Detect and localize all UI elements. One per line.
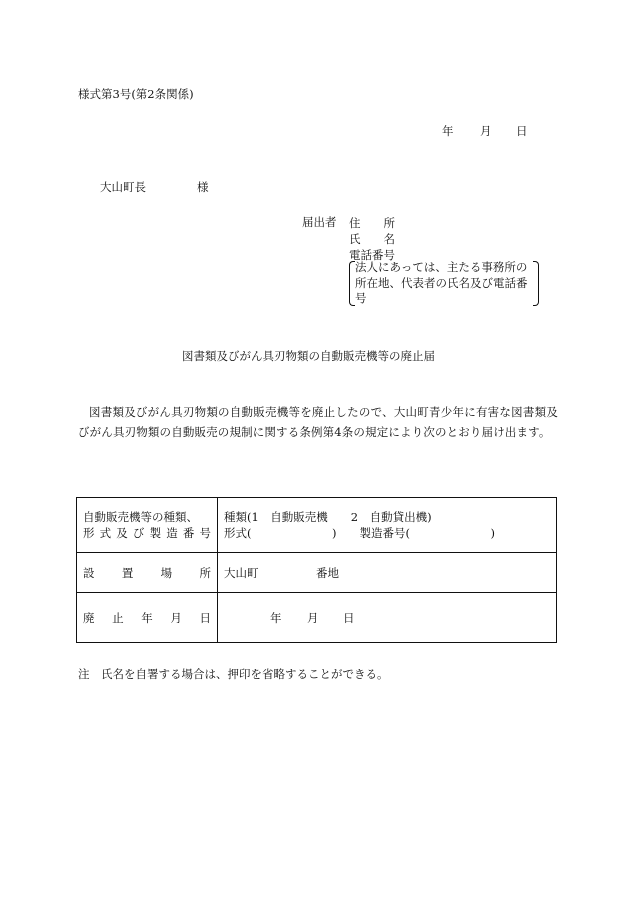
location-town: 大山町: [224, 565, 259, 580]
model-serial-line: 形式( ) 製造番号( ): [224, 526, 495, 540]
phone-field-label: 電話番号: [349, 248, 395, 262]
abolition-day: 日: [343, 610, 355, 625]
label-char: 廃: [83, 610, 95, 625]
label-char: 止: [112, 610, 124, 625]
table-row-abolition-date: [77, 593, 557, 643]
label-char: 年: [141, 610, 153, 625]
corporate-note: 法人にあっては、主たる事務所の所在地、代表者の氏名及び電話番号: [350, 260, 537, 306]
label-char: 設: [83, 565, 95, 580]
label-char: 置: [121, 565, 134, 580]
document-title: 図書類及びがん具刃物類の自動販売機等の廃止届: [182, 349, 435, 363]
machine-kind-line: 種類(1 自動販売機 2 自動貸出機): [224, 510, 432, 524]
form-number: 様式第3号(第2条関係): [78, 87, 194, 101]
abolition-date-label: [77, 593, 218, 643]
label-char: 製: [149, 526, 162, 540]
date-month: 月: [480, 124, 492, 138]
table-row-location: [77, 553, 557, 593]
location-label: [77, 553, 218, 593]
abolition-month: 月: [307, 610, 319, 625]
label-char: び: [132, 526, 145, 540]
abolition-year: 年: [270, 610, 282, 625]
addressee-name: 大山町長: [100, 180, 146, 194]
machine-type-label-line1: 自動販売機等の種類、: [83, 510, 198, 524]
label-char: 及: [116, 526, 128, 540]
notifier-fields: [349, 215, 395, 263]
name-field-label: 氏 名: [349, 232, 395, 246]
date-day: 日: [516, 124, 528, 138]
machine-type-label: [77, 498, 218, 553]
label-char: 場: [160, 565, 173, 580]
label-char: 番: [182, 526, 195, 540]
label-char: 形: [83, 526, 95, 540]
form-table: [76, 497, 557, 643]
machine-type-label-line2: [83, 525, 211, 541]
label-char: 日: [199, 610, 211, 625]
location-value[interactable]: [218, 553, 557, 593]
addressee-honorific: 様: [197, 180, 209, 194]
date-line: [442, 124, 528, 138]
label-char: 式: [99, 526, 112, 540]
label-char: 造: [166, 526, 178, 540]
date-year: 年: [442, 124, 454, 138]
addressee: [100, 180, 209, 194]
label-char: 号: [199, 526, 211, 540]
address-field-label: 住 所: [349, 216, 395, 230]
label-char: 月: [170, 610, 182, 625]
body-paragraph: 図書類及びがん具刃物類の自動販売機等を廃止したので、大山町青少年に有害な図書類及びがん具刃物類の自動販売の規制に関する条例第4条の規定により次のとおり届け出ます。: [78, 405, 558, 439]
machine-type-value[interactable]: [218, 498, 557, 553]
label-char: 所: [199, 565, 211, 580]
table-row-machine-type: [77, 498, 557, 553]
footnote: 注 氏名を自署する場合は、押印を省略することができる。: [78, 667, 389, 681]
notifier-label: 届出者: [302, 215, 337, 229]
location-banchi: 番地: [316, 565, 339, 580]
abolition-date-value[interactable]: [218, 593, 557, 643]
